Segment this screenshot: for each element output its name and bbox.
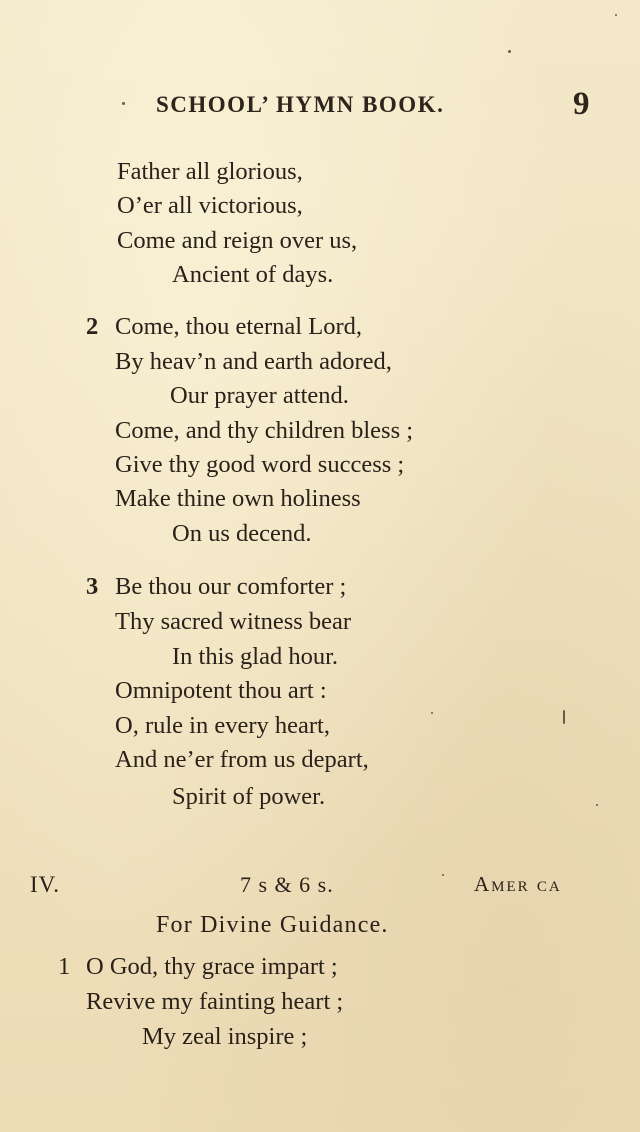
verse-line: O, rule in every heart, bbox=[115, 712, 330, 739]
stanza-number: 2 bbox=[86, 313, 99, 340]
stanza-number: 3 bbox=[86, 573, 99, 600]
verse-line: Come, and thy children bless ; bbox=[115, 417, 414, 444]
verse-line: My zeal inspire ; bbox=[142, 1023, 308, 1050]
verse-line: Come, thou eternal Lord, bbox=[115, 313, 362, 340]
verse-line: Our prayer attend. bbox=[170, 382, 349, 409]
page-header bbox=[0, 86, 640, 126]
ink-speck bbox=[122, 102, 125, 105]
hymn-title: For Divine Guidance. bbox=[156, 912, 389, 938]
verse-line: In this glad hour. bbox=[172, 643, 339, 670]
hymn-number: IV. bbox=[30, 872, 61, 897]
verse-line: Ancient of days. bbox=[172, 261, 334, 288]
verse-line: On us decend. bbox=[172, 520, 312, 547]
verse-line: Come and reign over us, bbox=[117, 227, 358, 254]
verse-line: O God, thy grace impart ; bbox=[86, 953, 338, 980]
verse-line: Revive my fainting heart ; bbox=[86, 988, 344, 1015]
page-number: 9 bbox=[573, 86, 590, 122]
ink-speck bbox=[615, 14, 617, 16]
verse-line: And ne’er from us depart, bbox=[115, 746, 369, 773]
ink-speck bbox=[442, 874, 444, 876]
stanza-number: 1 bbox=[58, 953, 71, 980]
running-head: SCHOOL’ HYMN BOOK. bbox=[156, 92, 445, 117]
verse-line: O’er all victorious, bbox=[117, 192, 303, 219]
verse-line: By heav’n and earth adored, bbox=[115, 348, 392, 375]
ink-speck bbox=[431, 712, 433, 714]
verse-line: Father all glorious, bbox=[117, 158, 303, 185]
tune-name: Amer ca bbox=[474, 872, 562, 896]
verse-line: Make thine own holiness bbox=[115, 485, 361, 512]
verse-line: Omnipotent thou art : bbox=[115, 677, 327, 704]
ink-speck bbox=[596, 804, 598, 806]
verse-line: Spirit of power. bbox=[172, 783, 326, 810]
verse-line: Be thou our comforter ; bbox=[115, 573, 347, 600]
hymn-meter: 7 s & 6 s. bbox=[240, 872, 334, 897]
ink-speck bbox=[508, 50, 511, 53]
hymn-heading bbox=[0, 872, 640, 902]
verse-line: Thy sacred witness bear bbox=[115, 608, 352, 635]
verse-line: Give thy good word success ; bbox=[115, 451, 405, 478]
ink-mark bbox=[563, 710, 565, 724]
